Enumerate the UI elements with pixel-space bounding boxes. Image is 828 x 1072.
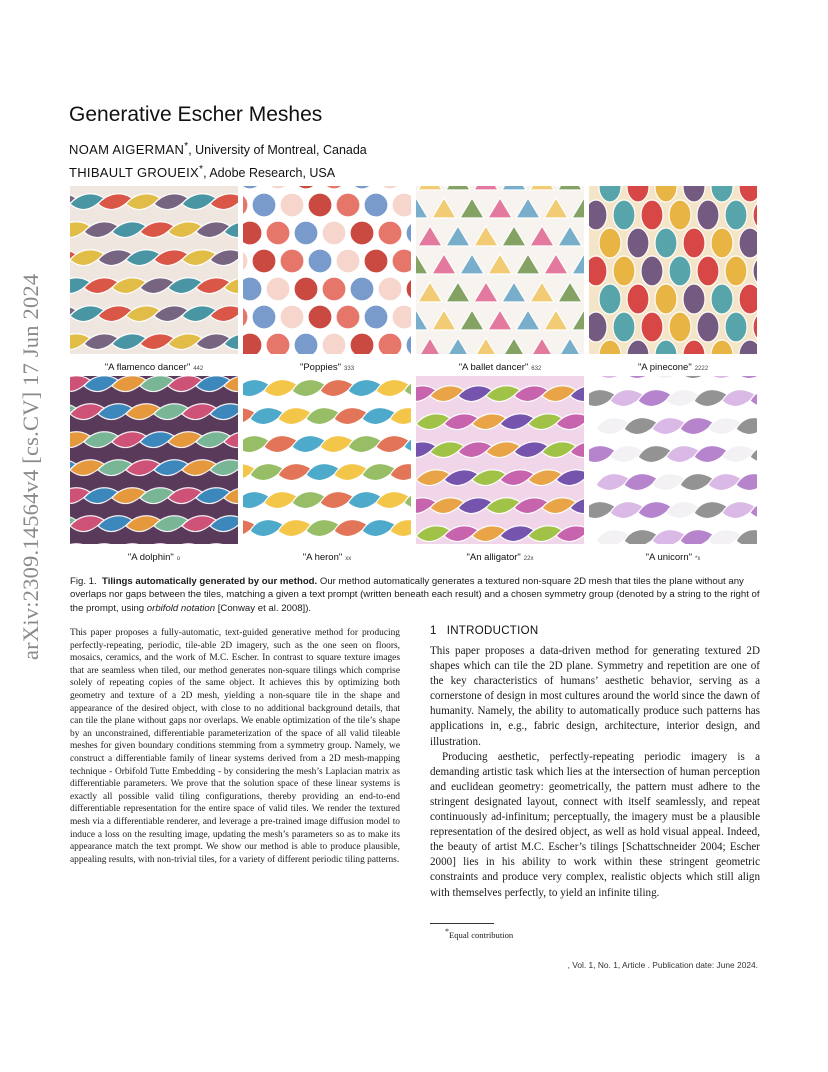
section-title: INTRODUCTION xyxy=(446,625,539,637)
pattern-motif xyxy=(350,333,374,354)
pattern-motif xyxy=(589,256,607,286)
author-name: NOAM AIGERMAN xyxy=(69,142,185,158)
author-mark: * xyxy=(199,164,204,176)
pattern-motif xyxy=(641,200,663,230)
pattern-motif xyxy=(252,305,276,329)
author-line xyxy=(69,160,367,183)
pattern-motif xyxy=(266,333,290,354)
publication-info: , Vol. 1, No. 1, Article . Publication date: June 2024. xyxy=(567,960,758,970)
intro-body xyxy=(430,644,760,901)
pattern-motif xyxy=(322,333,346,354)
pattern-motif xyxy=(322,277,346,301)
author-mark: * xyxy=(184,141,189,152)
pattern-motif xyxy=(627,284,649,314)
tile-symmetry: 22x xyxy=(523,556,534,562)
pattern-motif xyxy=(739,284,757,314)
tile-prompt: "An alligator" xyxy=(466,552,521,563)
pattern-motif xyxy=(613,200,635,230)
tile-caption xyxy=(589,362,757,373)
pattern-motif xyxy=(392,305,411,329)
pattern-motif xyxy=(364,305,388,329)
pattern-motif xyxy=(711,284,733,314)
tile-caption xyxy=(589,552,757,563)
paragraph: Producing aesthetic, perfectly-repeating periodic imagery is a demanding artistic task which lies at the intersection of human perception and euclidean geometry: geometrically, the pattern must adhere to the stringent designated layout, connect with itself seamlessly, and repeat continuously ad-infinitum; perceptually, the imagery must be a plausible representation of the desired object, as well as hold visual appeal. Indeed, the beauty of artist M.C. Escher’s tilings [Schattschneider 2004; Escher 2000] lies in his ability to work within these stringent geometric constraints and produce very complex, realistic objects which still align with themselves perfectly, to yield an infinite tiling. xyxy=(430,750,760,899)
abstract: This paper proposes a fully-automatic, text-guided generative method for producing perfectly-repeating, periodic, tile-able 2D imagery, such as the one seen on floors, mosaics, ceramics, and the work of M.C. Escher. In contrast to square texture images that are seamless when tiled, our method generates non-square tilings which comprise solely of repeating copies of the same object. It achieves this by optimizing both geometry and texture of a 2D mesh, yielding a non-square tile in the shape and appearance of the desired object, with close to no additional background details, that can tile the plane without gaps nor overlaps. We enable optimization of the tile’s shape by an unconstrained, differentiable parameterization of the space of all valid tileable meshes for given boundary conditions stemming from a symmetry group. Namely, we construct a differentiable family of linear systems derived from a 2D mesh-mapping technique - Orbifold Tutte Embedding - by considering the mesh’s Laplacian matrix as differentiable parameters. We prove that the solution space of these linear systems is exactly all possible valid tiling configurations, thereby providing an end-to-end differentiable representation for the entire space of valid tiles. We render the textured mesh via a differentiable renderer, and leverage a pre-trained image diffusion model to induce a loss on the resulting image, updating the mesh’s parameters so as to make its appearance match the text prompt. We show our method is able to produce plausible, appealing results, with non-trivial tiles, for a variety of different periodic tiling patterns. xyxy=(70,628,400,865)
pattern-motif xyxy=(392,193,411,217)
pattern-motif xyxy=(711,228,733,258)
tile-symmetry: 442 xyxy=(193,366,204,372)
tile-symmetry: 632 xyxy=(531,366,542,372)
tiling-image xyxy=(70,376,238,544)
pattern-motif xyxy=(502,186,526,190)
pattern-motif xyxy=(589,200,607,230)
footnote-rule xyxy=(430,923,494,924)
tiling-pattern xyxy=(70,376,238,544)
pattern-motif xyxy=(322,221,346,245)
pattern-motif xyxy=(378,221,402,245)
pattern-motif xyxy=(294,221,318,245)
pattern-motif xyxy=(697,200,719,230)
paper-title: Generative Escher Meshes xyxy=(69,103,323,126)
tile-symmetry: xx xyxy=(345,556,352,562)
tiling-image xyxy=(416,186,584,354)
pattern-motif xyxy=(252,193,276,217)
paragraph: This paper proposes a data-driven method for generating textured 2D shapes which can tile the 2D plane. Symmetry and repetition are one of the key characteristics of humans’ aesthetic behavior, serving as a cornerstone of design in most cultures around the world since the dawn of humanity. Namely, the ability to automatically produce such patterns has applications in, e.g., fabric design, architecture, interior design, and illustration. xyxy=(430,645,760,748)
tiling-image xyxy=(243,376,411,544)
pattern-motif xyxy=(350,221,374,245)
tile-symmetry: 333 xyxy=(344,366,355,372)
pattern-motif xyxy=(392,249,411,273)
tiling-pattern xyxy=(243,376,411,544)
tile-symmetry: 2222 xyxy=(694,366,709,372)
pattern-motif xyxy=(280,249,304,273)
pattern-motif xyxy=(627,228,649,258)
pattern-motif xyxy=(613,312,635,342)
figure-caption-italic: orbifold notation xyxy=(146,602,216,614)
tile-prompt: "A pinecone" xyxy=(637,362,692,373)
pattern-motif xyxy=(655,284,677,314)
pattern-motif xyxy=(683,284,705,314)
pattern-motif xyxy=(725,256,747,286)
pattern-motif xyxy=(697,256,719,286)
arxiv-stamp: arXiv:2309.14564v4 [cs.CV] 17 Jun 2024 xyxy=(18,273,43,660)
pattern-motif xyxy=(418,186,442,190)
pattern-motif xyxy=(266,221,290,245)
pattern-motif xyxy=(558,186,582,190)
pattern-motif xyxy=(336,305,360,329)
pattern-motif xyxy=(280,193,304,217)
pattern-motif xyxy=(613,256,635,286)
tile-symmetry: o xyxy=(176,556,181,562)
pattern-motif xyxy=(641,312,663,342)
figure-caption xyxy=(70,575,760,615)
tiling-pattern xyxy=(416,186,584,354)
tile-prompt: "A dolphin" xyxy=(127,552,174,563)
tiling-pattern xyxy=(70,186,238,354)
section-number: 1 xyxy=(430,625,437,637)
tiling-pattern xyxy=(243,186,411,354)
author-affiliation: , University of Montreal, Canada xyxy=(188,143,367,158)
pattern-motif xyxy=(308,305,332,329)
pattern-motif xyxy=(739,228,757,258)
tile-prompt: "A flamenco dancer" xyxy=(104,362,191,373)
pattern-motif xyxy=(266,277,290,301)
pattern-motif xyxy=(589,312,607,342)
tile-caption xyxy=(416,362,584,373)
tiling-image xyxy=(416,376,584,544)
pattern-motif xyxy=(252,249,276,273)
author-list xyxy=(69,137,367,183)
pattern-motif xyxy=(641,256,663,286)
pattern-motif xyxy=(280,305,304,329)
section-heading xyxy=(430,625,538,637)
pattern-motif xyxy=(364,249,388,273)
pattern-motif xyxy=(669,200,691,230)
tile-caption xyxy=(243,552,411,563)
figure-label: Fig. 1. xyxy=(70,576,97,587)
tile-caption xyxy=(70,362,238,373)
tiling-image xyxy=(589,186,757,354)
pattern-motif xyxy=(294,333,318,354)
pattern-motif xyxy=(308,193,332,217)
tiling-pattern xyxy=(416,376,584,544)
author-line xyxy=(69,137,367,160)
figure-caption-text: Our method automatically generates a textured non-square 2D mesh that tiles the plane without any overlaps nor gaps between the tiles, matching a given a text prompt (written beneath each result) and a chosen symmetry group (denoted by a string to the right of the prompt, using xyxy=(70,576,760,614)
pattern-motif xyxy=(364,193,388,217)
tile-prompt: "A ballet dancer" xyxy=(458,362,529,373)
pattern-motif xyxy=(308,249,332,273)
tile-caption xyxy=(70,552,238,563)
pattern-motif xyxy=(599,228,621,258)
pattern-motif xyxy=(243,221,262,245)
pattern-motif xyxy=(294,277,318,301)
tile-prompt: "Poppies" xyxy=(299,362,342,373)
pattern-motif xyxy=(683,228,705,258)
pattern-motif xyxy=(669,312,691,342)
footnote-mark: * xyxy=(445,927,449,936)
figure-caption-bold: Tilings automatically generated by our method. xyxy=(102,576,318,587)
pattern-motif xyxy=(378,277,402,301)
pattern-motif xyxy=(725,200,747,230)
tile-prompt: "A heron" xyxy=(302,552,343,563)
pattern-motif xyxy=(350,277,374,301)
pattern-motif xyxy=(697,312,719,342)
tiling-pattern xyxy=(589,376,757,544)
pattern-motif xyxy=(446,186,470,190)
tiling-image xyxy=(70,186,238,354)
pattern-motif xyxy=(655,228,677,258)
pattern-motif xyxy=(378,333,402,354)
tiling-pattern xyxy=(589,186,757,354)
pattern-motif xyxy=(474,186,498,190)
tile-caption xyxy=(243,362,411,373)
pattern-motif xyxy=(243,277,262,301)
footnote xyxy=(445,927,513,940)
pattern-motif xyxy=(530,186,554,190)
author-name: THIBAULT GROUEIX xyxy=(69,165,200,181)
footnote-text: Equal contribution xyxy=(449,929,514,940)
tile-symmetry: *x xyxy=(695,556,701,562)
pattern-motif xyxy=(599,284,621,314)
tile-prompt: "A unicorn" xyxy=(645,552,692,563)
author-affiliation: , Adobe Research, USA xyxy=(203,166,336,181)
pattern-motif xyxy=(336,193,360,217)
tiling-image xyxy=(243,186,411,354)
pattern-motif xyxy=(336,249,360,273)
pattern-motif xyxy=(669,256,691,286)
tile-caption xyxy=(416,552,584,563)
pattern-motif xyxy=(725,312,747,342)
tiling-image xyxy=(589,376,757,544)
figure-caption-text: [Conway et al. 2008]). xyxy=(215,602,312,614)
